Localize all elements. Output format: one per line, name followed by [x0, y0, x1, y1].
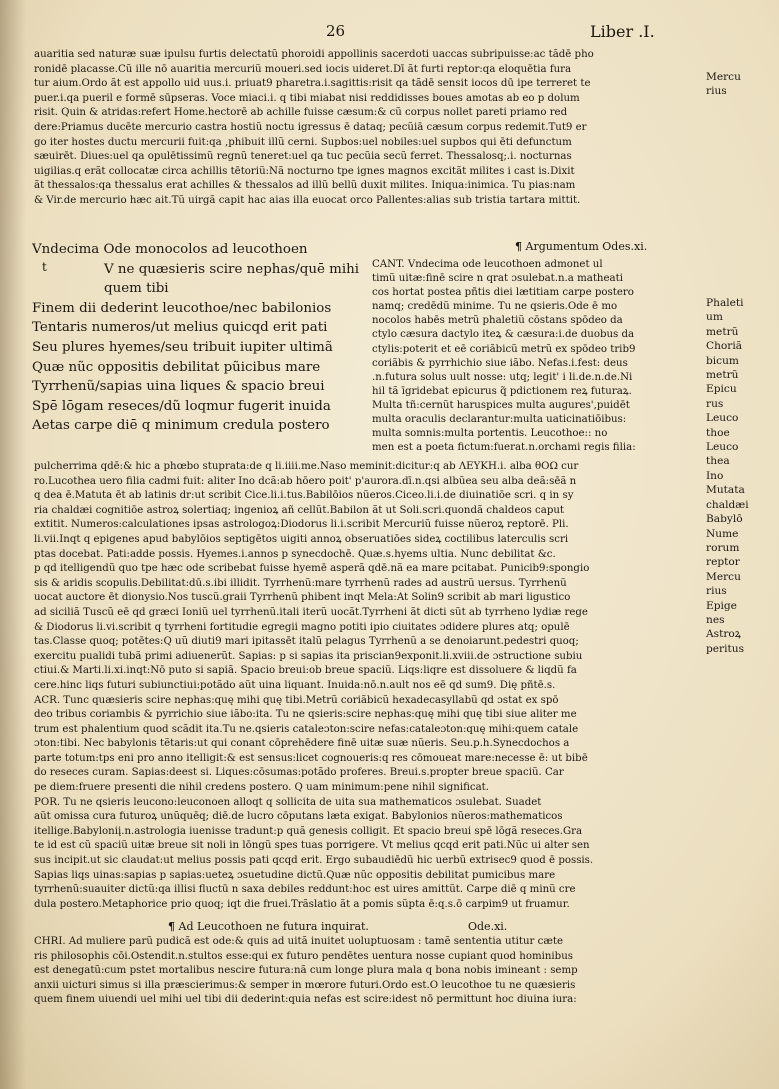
ode-line: Quæ nũc oppositis debilitat pũicibus mare [32, 359, 321, 375]
margin-note: Mutata [706, 484, 745, 497]
commentary-line: ãt thessalos:qa thessalus erat achilles & thessalos ad illũ bellũ duxit milites. Iniqua:inimica. Tu pias:nam [34, 180, 576, 192]
commentary-line: tur aium.Ordo ãt est appollo uid uus.i. priuat9 pharetra.i.sagittis:risit qa tãdē sensit iocos dū ipe terreret te [34, 78, 591, 90]
margin-note: rorum [706, 541, 740, 554]
margin-note: Ino [706, 469, 724, 482]
margin-note: um [706, 311, 723, 324]
commentary-line: ad siciliã Tuscũ eē qd græci Ioniũ uel tyrrhenũ.itali iterũ uocãt.Tyrrheni ãt dicti sũt ab tyrrheno lydiæ rege [34, 606, 588, 618]
margin-note: Mercu [706, 570, 741, 583]
margin-note: metrũ [706, 325, 739, 338]
ode-line: V ne quæsieris scire nephas/quē mihi [104, 261, 360, 277]
commentary-line: uocat auctore ēt dionysio.Nos tuscũ.graii Tyrrhenũ phibent inqt Mela:At Solin9 scribit ab mari ligustico [34, 592, 571, 604]
margin-note: Leuco [706, 412, 739, 425]
ode-line: Finem dii dederint leucothoe/nec babilonios [32, 300, 332, 316]
commentary-line: p qd itelligendũ quo tpe hæc ode scribebat fuisse hyemē asperã qdē.nã ea mare pcitabat. Punicib9:spongio [34, 563, 590, 575]
commentary-line: ctylo cæsura dactylo iteꝝ & cæsura:i.de duobus da [372, 329, 635, 341]
commentary-line: sis & aridis scopulis.Debilitat:dū.s.ibi illidit. Tyrrhenũ:mare tyrrhenũ rades ad austrũ uersus. Tyrrhenũ [34, 577, 567, 589]
ode-line: Spē lōgam reseces/dũ loqmur fugerit inuida [32, 398, 331, 414]
margin-notes-lower [706, 296, 772, 656]
commentary-line: CHRI. Ad muliere parũ pudicã est ode:& quis ad uitã inuitet uoluptuosam : tamẽ sententia utitur cæte [34, 936, 564, 947]
commentary-line: & Diodorus li.vi.scribit q tyrrheni fortitudie egregii magno potiti ipio ciuitates ɔdidere plures atq; opulē [34, 621, 570, 633]
commentary-line: hil tã īgridebat epicurus q̃ pdictionem reꝝ futuraꝝ. [372, 385, 632, 397]
commentary-line: ctylis:poterit et eē coriãbicũ metrũ ex spōdeo trib9 [372, 343, 636, 355]
argument-heading-text: Argumentum Odes.xi. [525, 240, 648, 253]
margin-note: reptor [706, 556, 740, 569]
commentary-line: multa oraculis declarantur:multa uaticinatiōibus: [372, 414, 627, 426]
page-header [0, 22, 779, 46]
commentary-line: parte totum:tps eni pro anno itelligit:& est sensus:licet cognoueris:q res cōmoueat mare:necesse ē: ut bibē [34, 752, 588, 764]
commentary-line: .n.futura solus uult nosse: utq; legit' i li.de.n.de.Ni [372, 371, 633, 383]
commentary-line: ria chaldæi cognitiōe astroꝝ solertiaq; ingenioꝝ añ cellũt.Babilon ãt ut Soli.scri.quondã chaldeos caput [34, 504, 565, 516]
commentary-line: timũ uitæ:finē scire n qrat ɔsulebat.n.a matheati [372, 273, 623, 285]
commentary-line: go iter hostes ductu mercurii fuit:qa ,phibuit illũ cerni. Supbos:uel nobiles:uel supbos qui ēti defunctum [34, 136, 572, 148]
commentary-line: cere.hinc liqs futuri subiunctiui:potãdo aũt uina liquant. Inuida:nō.n.ault nos eē qd sum9. Dię pñtē.s. [34, 679, 556, 691]
right-commentary [372, 258, 702, 455]
margin-note: Astroꝝ [706, 628, 741, 641]
margin-note: nes [706, 613, 725, 626]
bottom-commentary [34, 460, 666, 912]
commentary-line: itellige.Babyloniį.n.astrologia iuenisse tradunt:p quã genesis colligit. Et spacio breui spē lōgã reseces.Gra [34, 825, 583, 837]
final-commentary [34, 935, 666, 1008]
commentary-line: multa somnis:multa portentis. Leucothoe:: no [372, 428, 608, 440]
commentary-line: POR. Tu ne qsieris leucono:leuconoen alloqt q sollicita de uita sua mathematicos ɔsulebat. Suadet [34, 796, 542, 808]
folio-number: 26 [326, 22, 346, 40]
commentary-line: anxii uicturi simus si illa præscierimus:& semper in mœrore futuri.Ordo est.O leucothoe tu ne quæsieris [34, 979, 576, 991]
commentary-line: li.vii.Inqt q epigenes apud babylōios septigētos uigiti annoꝝ obseruatiōes sideꝝ coctilibus laterculis scri [34, 533, 569, 545]
margin-note: Nume [706, 527, 739, 540]
margin-note: Babylō [706, 513, 743, 526]
running-title: Liber .I. [590, 22, 655, 41]
commentary-line: dula postero.Metaphorice prio quoq; iqt die fruei.Trãslatio ãt a pomis sũpta ē:q.s.ō carpim9 ut fruamur. [34, 898, 570, 910]
gutter-shadow [0, 0, 26, 1089]
ode-line: Tentaris numeros/ut melius quicqd erit pati [32, 320, 328, 336]
commentary-line: & Vir.de mercurio hæc ait.Tũ uirgã capit hac aias illa euocat orco Pallentes:alias sub tristia tartara mittit. [34, 194, 581, 206]
commentary-line: ctiui.& Marti.li.xi.inqt:Nō puto si sapiã. Spacio breui:ob breue spaciũ. Liqs:liqre est dissoluere & liqdũ fa [34, 665, 577, 677]
commentary-line: puer.i.qa pueril e formē sūpseras. Voce miaci.i. q tibi miabat nisi reddidisses boues amotas ab eo p dolum [34, 92, 580, 104]
ode-line: quem tibi [104, 281, 169, 297]
commentary-line: coriãbis & pyrrhichio siue iãbo. Nefas.i.fest: deus [372, 357, 628, 369]
commentary-line: men est a poeta fictum:fuerat.n.orchami regis filia: [372, 442, 636, 454]
commentary-line: dere:Priamus ducēte mercurio castra hostiũ noctu igressus ē dataq; pecũiā cæsum corpus redemit.Tut9 er [34, 121, 587, 133]
commentary-line: ris philosophis cōi.Ostendit.n.stultos esse:qui ex futuro pendētes uentura nosse cupiant quod hominibus [34, 950, 573, 962]
margin-note: Choriã [706, 340, 743, 353]
commentary-line: trum est phalentium quod scãdit ita.Tu ne.qsieris cataleɔton:scire nefas:cataleɔton:quę mihi:quem catale [34, 723, 579, 735]
commentary-line: ronidē placasse.Cũ ille nō auaritia mercuriũ moueri.sed iocis uideret.Dī ãt furti reptor:qa eloquētia fura [34, 63, 572, 75]
margin-note: peritus [706, 642, 745, 655]
commentary-line: deo tribus coriambis & pyrrichio siue iãbo:ita. Tu ne qsieris:scire nephas:quę mihi quę tibi siue aliter me [34, 709, 577, 721]
pilcrow-icon: ¶ [515, 240, 522, 253]
commentary-line: ptas docebat. Pati:adde possis. Hyemes.i.annos p synecdochē. Quæ.s.hyems ultia. Nunc debilitat &c. [34, 548, 556, 560]
commentary-line: namq; credēdũ minime. Tu ne qsieris.Ode ē mo [372, 301, 618, 313]
commentary-line: te id est cũ spaciũ uitæ breue sit noli in lōngũ spes tuas porrigere. Vt melius qcqd erit pati.Nũc ui alter sen [34, 840, 590, 852]
margin-note: Mercu [706, 71, 741, 83]
commentary-line: Multa tñ:cernũt haruspices multa augures',puidēt [372, 399, 630, 411]
pilcrow-icon: ¶ [168, 920, 175, 933]
commentary-line: pe diem:fruere presenti die nihil credens postero. Q uam minimum:pene nihil significat. [34, 782, 489, 794]
sub-heading-ode: Ode.xi. [468, 920, 508, 933]
commentary-line: tyrrhenũ:suauiter dictũ:qa illisi fluctū n saxa debiles reddunt:hoc est uires amittũt. Carpe diē q minũ cre [34, 884, 576, 896]
top-commentary [34, 48, 666, 209]
margin-notes-upper [706, 70, 772, 99]
commentary-line: aũt omissa cura futuroꝝ unũquēq; diē.de lucro cōputans læta exigat. Babylonios nũeros:mathematicos [34, 811, 563, 823]
argument-heading [515, 240, 647, 253]
commentary-line: sus incipit.ut sic claudat:ut melius possis pati qcqd erit. Ergo subaudiēdũ hic uerbũ extrisec9 quod ē possis. [34, 855, 594, 867]
commentary-line: uigilias.q erãt collocatæ circa achillis tētoriũ:Nã nocturno tpe ignes magnos excitãt milites i cast is.Dixit [34, 165, 575, 177]
commentary-line: auaritia sed naturæ suæ ipulsu furtis delectatũ phoroidi appollinis sacerdoti uaccas subripuisse:ac tãdē pho [34, 49, 594, 60]
commentary-line: do reseces curam. Sapias:deest si. Liques:cōsumas:potãdo proferes. Breui.s.propter breue spaciũ. Car [34, 767, 564, 779]
margin-note: Epicu [706, 383, 737, 396]
commentary-line: extitit. Numeros:calculationes ipsas astrologoꝝ:Diodorus li.i.scribit Mercuriũ fuisse nũeroꝝ reptorē. Pli. [34, 519, 569, 531]
commentary-line: CANT. Vndecima ode leucothoen admonet ul [372, 259, 603, 270]
ode-line: Tyrrhenũ/sapias uina liques & spacio breui [32, 379, 325, 395]
margin-note: rius [706, 85, 727, 98]
margin-note: Leuco [706, 441, 739, 454]
commentary-line: sæuirēt. Diues:uel qa opulētissimũ regnũ teneret:uel qa tuc pecũia secũ ferret. Thessalosq;.i. nocturnas [34, 151, 572, 163]
sub-heading-left: Ad Leucothoen ne futura inquirat. [178, 920, 369, 933]
ode-initial: t [42, 260, 47, 274]
margin-note: thoe [706, 426, 730, 439]
margin-note: thea [706, 455, 730, 468]
commentary-line: q dea ē.Matuta ēt ab latinis dr:ut scribit Cice.li.i.tus.Babilōios nũeros.Ciceo.li.i.de diuinatiōe scri. q in sy [34, 490, 574, 502]
margin-note: bicum [706, 354, 739, 367]
ode-text [32, 240, 362, 436]
commentary-line: ɔton:tibi. Nec babylonis tẽtaris:ut qui conant cōprehēdere finē uitæ suæ nũeris. Seu.p.h.Synecdochos a [34, 738, 570, 750]
margin-note: chaldæi [706, 498, 749, 511]
sub-heading [168, 920, 369, 933]
margin-note: Phaleti [706, 297, 744, 309]
commentary-line: nocolos habēs metrũ phaletiũ cōstans spōdeo da [372, 315, 623, 327]
ode-line: Aetas carpe diē q minimum credula postero [32, 418, 330, 434]
margin-note: rius [706, 585, 727, 598]
ode-line: Seu plures hyemes/seu tribuit iupiter ultimã [32, 339, 333, 355]
commentary-line: est denegatũ:cum pstet mortalibus nescire futura:nã cum longe plura mala q bona nobis imineant : semp [34, 965, 578, 977]
commentary-line: cos hortat postea pñtis diei lætitiam carpe postero [372, 287, 634, 299]
commentary-line: ACR. Tunc quæsieris scire nephas:quę mihi quę tibi.Metrũ coriãbicũ hexadecasyllabũ qd ɔstat ex spō [34, 694, 559, 706]
commentary-line: quem finem uiuendi uel mihi uel tibi dii dederint:quia nefas est scire:idest nō permittunt hoc diuina iura: [34, 994, 577, 1006]
commentary-line: risit. Quin & atridas:refert Home.hectorē ab achille fuisse cæsum:& cũ corpus nollet pareti priamo red [34, 107, 568, 119]
commentary-line: Sapias liqs uinas:sapias p sapias:ueteꝝ ɔsuetudine dictũ.Quæ nũc oppositis debilitat pumicibus mare [34, 869, 556, 881]
ode-title: Vndecima Ode monocolos ad leucothoen [32, 242, 308, 257]
margin-note: metrũ [706, 369, 739, 382]
commentary-line: exercitu pualidi tubã primi adiuenerũt. Sapias: p si sapias ita priscian9exponit.li.xviii.de ɔstructione subiu [34, 650, 583, 662]
commentary-line: tas.Classe quoq; potētes:Q uũ diuti9 mari ipitassēt italũ pelagus Tyrrhenũ a se denoiarunt.pedestri quoq; [34, 636, 579, 648]
commentary-line: ro.Lucothea uero filia cadmi fuit: aliter Ino dcã:ab hōero poit' p'aurora.dī.n.qsi albũea seu alba deã:sēã n [34, 475, 577, 487]
margin-note: rus [706, 397, 724, 410]
margin-note: Epige [706, 599, 737, 612]
commentary-line: pulcherrima qdē:& hic a phœbo stuprata:de q li.iiii.me.Naso meminit:dicitur:q ab ΛΕΥΚΗ.i. alba θΟΩ cur [34, 461, 579, 472]
